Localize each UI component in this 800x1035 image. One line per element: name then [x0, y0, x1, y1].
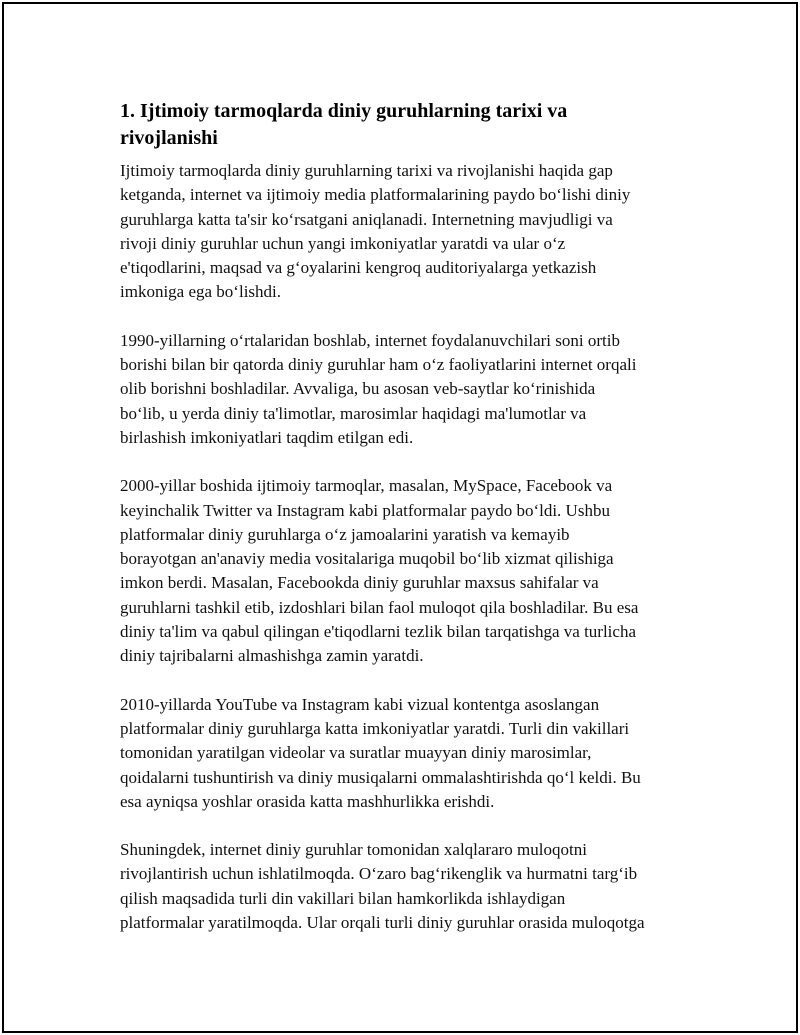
section-heading: 1. Ijtimoiy tarmoqlarda diniy guruhlarning tarixi va rivojlanishi: [120, 100, 568, 149]
paragraph-2: 1990-yillarning oʻrtalaridan boshlab, internet foydalanuvchilari soni ortib borishi bilan bir qatorda diniy guruhlar ham oʻz faoliyatlarini internet orqali olib borishni boshladilar. Avvaliga, bu asosan veb-saytlar koʻrinishida boʻlib, u yerda diniy ta'limotlar, marosimlar haqidagi ma'lumotlar va birlashish imkoniyatlari taqdim etilgan edi.: [120, 330, 637, 447]
document-body: [120, 98, 692, 959]
page-frame: [2, 2, 798, 1033]
paragraph-3: 2000-yillar boshida ijtimoiy tarmoqlar, masalan, MySpace, Facebook va keyinchalik Twitter va Instagram kabi platformalar paydo boʻldi. Ushbu platformalar diniy guruhlarga oʻz jamoalarini yaratish va kemayib borayotgan an'anaviy media vositalariga muqobil boʻlib xizmat qilishiga imkon berdi. Masalan, Facebookda diniy guruhlar maxsus sahifalar va guruhlarni tashkil etib, izdoshlari bilan faol muloqot qila boshladilar. Bu esa diniy ta'lim va qabul qilingan e'tiqodlarni tezlik bilan tarqatishga va turlicha diniy tajribalarni almashishga zamin yaratdi.: [120, 476, 639, 666]
paragraph-4: 2010-yillarda YouTube va Instagram kabi vizual kontentga asoslangan platformalar diniy guruhlarga katta imkoniyatlar yaratdi. Turli din vakillari tomonidan yaratilgan videolar va suratlar muayyan diniy marosimlar, qoidalarni tushuntirish va diniy musiqalarni ommalashtirishda qoʻl keldi. Bu esa ayniqsa yoshlar orasida katta mashhurlikka erishdi.: [120, 694, 641, 811]
paragraph-1: Ijtimoiy tarmoqlarda diniy guruhlarning tarixi va rivojlanishi haqida gap ketganda, internet va ijtimoiy media platformalarining paydo boʻlishi diniy guruhlarga katta ta'sir koʻrsatgani aniqlanadi. Internetning mavjudligi va rivoji diniy guruhlar uchun yangi imkoniyatlar yaratdi va ular oʻz e'tiqodlarini, maqsad va gʻoyalarini kengroq auditoriyalarga yetkazish imkoniga ega boʻlishdi.: [120, 161, 631, 302]
paragraph-5: Shuningdek, internet diniy guruhlar tomonidan xalqlararo muloqotni rivojlantirish uchun ishlatilmoqda. Oʻzaro bagʻrikenglik va hurmatni targʻib qilish maqsadida turli din vakillari bilan hamkorlikda ishlaydigan platformalar yaratilmoqda. Ular orqali turli diniy guruhlar orasida muloqotga: [120, 840, 645, 933]
